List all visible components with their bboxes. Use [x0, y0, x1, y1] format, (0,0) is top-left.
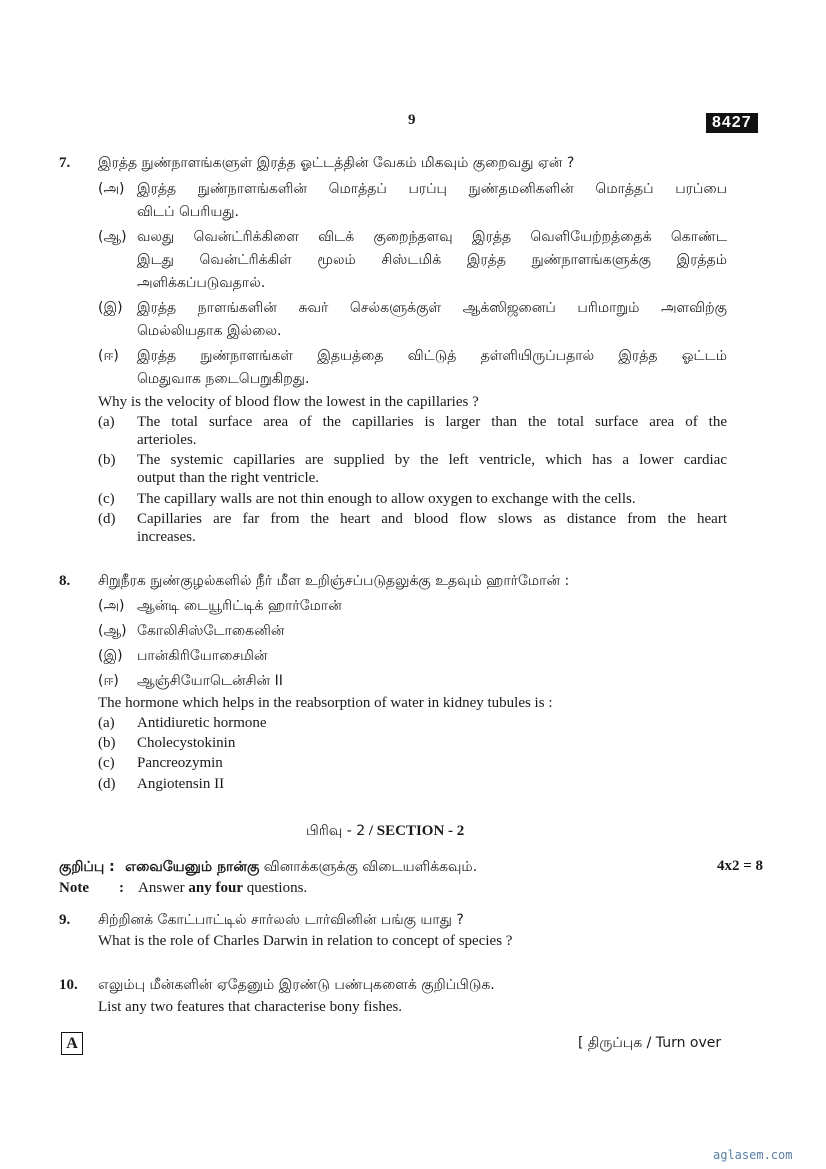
paper-set-box: A — [61, 1032, 83, 1055]
note-tamil-emphasis: எவையேனும் நான்கு — [125, 859, 260, 875]
option-text: இரத்த நுண்நாளங்களின் மொத்தப் பரப்பு நுண்தமனிகளின் மொத்தப் பரப்பை — [137, 181, 727, 197]
option-text: The total surface area of the capillaries is larger than the total surface area of the — [137, 414, 727, 430]
option-text: மெல்லியதாக இல்லை. — [137, 323, 282, 339]
option-text: output than the right ventricle. — [137, 470, 320, 486]
option-text: Angiotensin II — [137, 776, 225, 792]
option-text: arterioles. — [137, 432, 197, 448]
option-text: Cholecystokinin — [137, 735, 236, 751]
option-text: Pancreozymin — [137, 755, 223, 771]
page-number: 9 — [408, 112, 416, 128]
option-label: (அ) — [98, 181, 125, 197]
option-label: (இ) — [98, 648, 123, 664]
question-tamil: சிற்றினக் கோட்பாட்டில் சார்லஸ் டார்வினின் பங்கு யாது ? — [98, 912, 464, 928]
note-english-post: questions. — [246, 880, 308, 896]
note-english — [138, 880, 307, 897]
question-english: What is the role of Charles Darwin in relation to concept of species ? — [98, 933, 513, 949]
note-tamil — [59, 859, 477, 877]
option-text: வலது வென்ட்ரிக்கிளை விடக் குறைந்தளவு இரத்த வெளியேற்றத்தைக் கொண்ட — [137, 229, 727, 245]
option-text: இடது வென்ட்ரிக்கிள் மூலம் சிஸ்டமிக் இரத்த நுண்நாளங்களுக்கு இரத்தம் — [137, 252, 727, 268]
question-english: The hormone which helps in the reabsorption of water in kidney tubules is : — [98, 695, 553, 711]
option-text: Capillaries are far from the heart and blood flow slows as distance from the heart — [137, 511, 727, 527]
option-label: (b) — [98, 452, 116, 468]
option-text: increases. — [137, 529, 196, 545]
option-label: (c) — [98, 755, 115, 771]
option-label: (c) — [98, 491, 115, 507]
section-heading-separator: / — [365, 823, 377, 839]
option-label: (b) — [98, 735, 116, 751]
option-label: (ஈ) — [98, 348, 119, 364]
option-text: கோலிசிஸ்டோகைனின் — [137, 623, 285, 639]
question-tamil: எலும்பு மீன்களின் ஏதேனும் இரண்டு பண்புகளைக் குறிப்பிடுக. — [98, 977, 495, 993]
option-label: (ஆ) — [98, 623, 127, 639]
option-text: ஆன்டி டையூரிட்டிக் ஹார்மோன் — [137, 598, 342, 614]
paper-code-badge: 8427 — [706, 113, 758, 133]
question-tamil: இரத்த நுண்நாளங்களுள் இரத்த ஓட்டத்தின் வேகம் மிகவும் குறைவது ஏன் ? — [98, 155, 575, 171]
question-english: List any two features that characterise bony fishes. — [98, 999, 403, 1015]
option-label: (ஈ) — [98, 673, 119, 689]
question-number: 9. — [59, 912, 71, 928]
note-tamil-rest: வினாக்களுக்கு விடையளிக்கவும். — [263, 859, 478, 875]
marks-allocation: 4x2 = 8 — [717, 858, 764, 874]
watermark-link[interactable]: aglasem.com — [713, 1148, 793, 1162]
turn-over-text — [578, 1035, 721, 1053]
note-tamil-label: குறிப்பு : — [59, 859, 115, 875]
option-text: The systemic capillaries are supplied by the left ventricle, which has a lower cardiac — [137, 452, 727, 468]
section-heading-english: SECTION - 2 — [376, 823, 465, 839]
note-english-emphasis: any four — [188, 880, 243, 896]
turn-over-label: [ திருப்புக / Turn over — [578, 1035, 722, 1051]
option-text: விடப் பெரியது. — [137, 204, 239, 220]
note-english-label: Note — [59, 880, 89, 896]
option-label: (a) — [98, 715, 115, 731]
option-text: அளிக்கப்படுவதால். — [137, 275, 266, 291]
question-number: 10. — [59, 977, 78, 993]
option-text: மெதுவாக நடைபெறுகிறது. — [137, 371, 310, 387]
section-heading-tamil: பிரிவு - 2 — [306, 823, 366, 839]
option-label: (இ) — [98, 300, 123, 316]
question-number: 8. — [59, 573, 71, 589]
question-tamil: சிறுநீரக நுண்குழல்களில் நீர் மீள உறிஞ்சப்படுதலுக்கு உதவும் ஹார்மோன் : — [98, 573, 570, 589]
question-number: 7. — [59, 155, 71, 171]
option-label: (d) — [98, 776, 116, 792]
option-text: The capillary walls are not thin enough to allow oxygen to exchange with the cells. — [137, 491, 636, 507]
option-label: (ஆ) — [98, 229, 127, 245]
option-label: (அ) — [98, 598, 125, 614]
question-english: Why is the velocity of blood flow the lowest in the capillaries ? — [98, 394, 479, 410]
option-label: (a) — [98, 414, 115, 430]
option-text: ஆஞ்சியோடென்சின் II — [137, 673, 283, 689]
section-heading — [306, 823, 464, 841]
option-text: இரத்த நுண்நாளங்கள் இதயத்தை விட்டுத் தள்ளியிருப்பதால் இரத்த ஓட்டம் — [137, 348, 727, 364]
option-text: பான்கிரியோசைமின் — [137, 648, 268, 664]
note-english-colon: : — [119, 880, 124, 896]
note-english-pre: Answer — [138, 880, 185, 896]
option-text: Antidiuretic hormone — [137, 715, 267, 731]
option-text: இரத்த நாளங்களின் சுவர் செல்களுக்குள் ஆக்ஸிஜனைப் பரிமாறும் அளவிற்கு — [137, 300, 727, 316]
option-label: (d) — [98, 511, 116, 527]
